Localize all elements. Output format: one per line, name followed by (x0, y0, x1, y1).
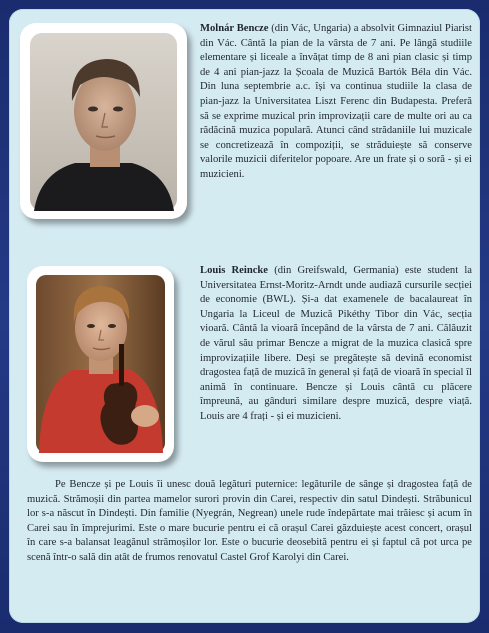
bio-bencze-name: Molnár Bencze (200, 23, 269, 34)
bio-louis-text: (din Greifswald, Germania) este student la Universitatea Ernst-Moritz-Arndt unde audiază cursurile secției de economie (BWL). Și-a dat examenele de bacalaureat în Ungaria la Liceul de Muzică Pikéthy Tibor din Vác, secția vioară. Cântă la vioară începând de la vârsta de 7 ani. Călăuzit de vărul său primar Bencze a migrat de la muzica clasică spre improvizațiile libere. Deși se pregătește să devină economist dragostea față de muzică în general și față de vioară în special îl animă în continuare. Bencze și Louis cântă cu plăcere împreună, au gânduri similare despre muzică, despre viață. Louis are 4 frați - și ei muzicieni. (200, 265, 473, 422)
bio-bencze (200, 22, 472, 183)
bio-bencze-text: (din Vác, Ungaria) a absolvit Gimnaziul Piarist din Vác. Cântă la pian de la vârsta de 7 ani. Pe lângă studiile elementare și liceale a învățat timp de 8 ani pian clasic și timp de 4 ani pian-jazz la Școala de Muzică Bartók Béla din Vác. Din luna septembrie a.c. își va continua studiile la clasa de pian-jazz la Universitatea Liszt Ferenc din Budapesta. Preferă să se exprime muzical prin improvizații care de multe ori au ca rădăcină muzica populară. Atunci când strădaniile lui muzicale se concretizează în compoziții, se străduiește să conserve valorile muzicii diferitelor popoare. Are un frate și o soră - și ei muzicieni. (200, 23, 472, 180)
closing-text: Pe Bencze și pe Louis îi unesc două legături puternice: legăturile de sânge și dragostea față de muzică. Strămoșii din partea mamelor surori provin din Carei, respectiv din satul Dindești. Străbunicul lor s-a născut în Dindești. Din familie (Nyegrán, Negrean) unele rude îndepărtate mai trăiesc și acum în Carei sau în împrejurimi. Este o mare bucurie pentru ei că orașul Carei găzduiește acest concert, orașul în care s-a balansat leagănul strămoșilor lor. Este o bucurie deosebită pentru ei și faptul că pot urca pe scenă într-o sală din atât de frumos renovatul Castel Grof Karolyi din Carei. (27, 479, 472, 563)
portrait-photo-bencze (20, 23, 187, 219)
closing-paragraph (27, 478, 472, 566)
bio-louis (200, 264, 472, 425)
bio-louis-name: Louis Reincke (200, 265, 269, 276)
portrait-photo-louis (27, 266, 174, 462)
